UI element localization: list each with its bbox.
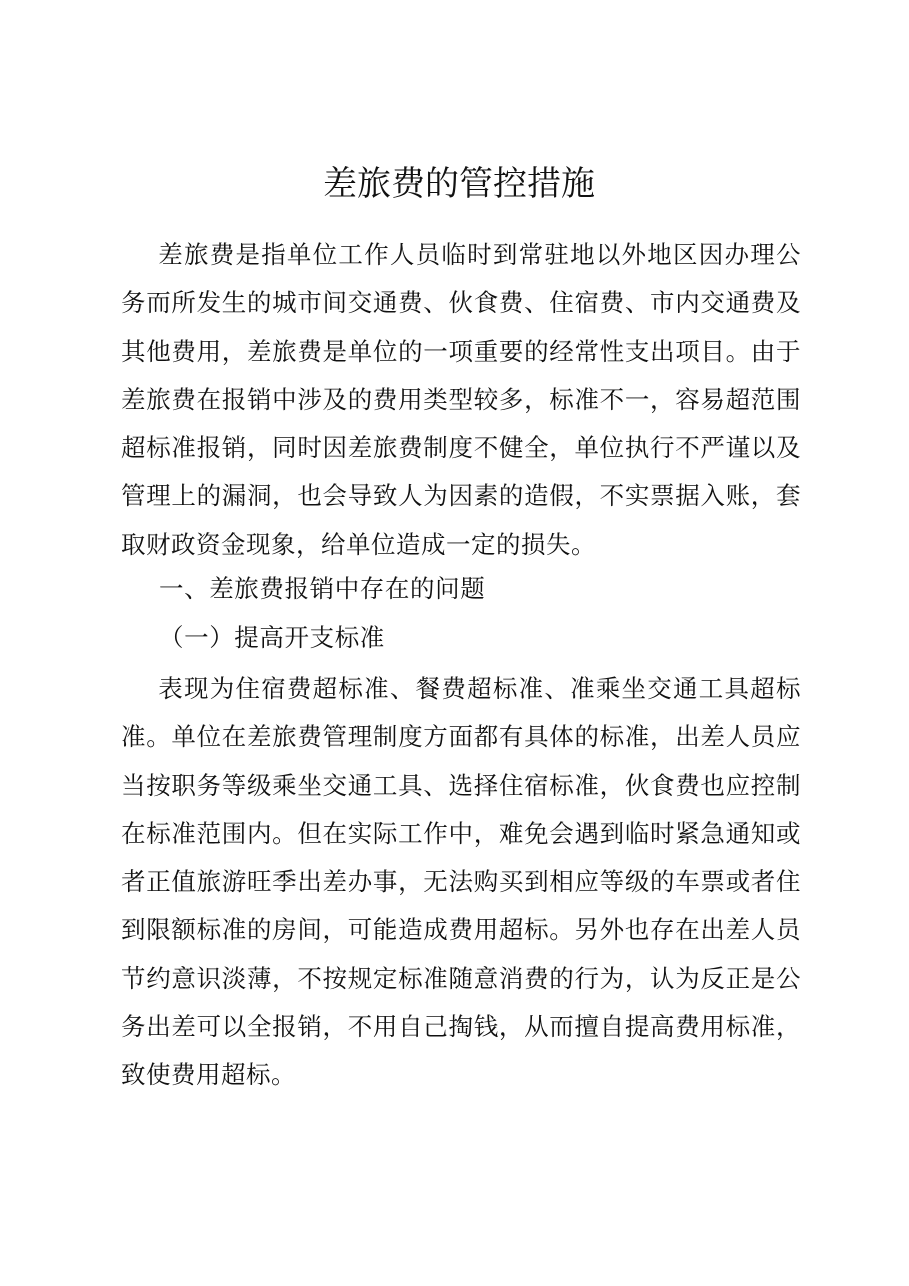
body-paragraph: 表现为住宿费超标准、餐费超标准、准乘坐交通工具超标准。单位在差旅费管理制度方面都有具体的标准，出差人员应当按职务等级乘坐交通工具、选择住宿标准，伙食费也应控制在标准范围内。但在实际工作中，难免会遇到临时紧急通知或者正值旅游旺季出差办事，无法购买到相应等级的车票或者住到限额标准的房间，可能造成费用超标。另外也存在出差人员节约意识淡薄，不按规定标准随意消费的行为，认为反正是公务出差可以全报销，不用自己掏钱，从而擅自提高费用标准，致使费用超标。 xyxy=(121,674,801,1090)
section-heading: 一、差旅费报销中存在的问题 xyxy=(159,574,486,603)
intro-paragraph: 差旅费是指单位工作人员临时到常驻地以外地区因办理公务而所发生的城市间交通费、伙食费、住宿费、市内交通费及其他费用，差旅费是单位的一项重要的经常性支出项目。由于差旅费在报销中涉及的费用类型较多，标准不一，容易超范围超标准报销，同时因差旅费制度不健全，单位执行不严谨以及管理上的漏洞，也会导致人为因素的造假，不实票据入账，套取财政资金现象，给单位造成一定的损失。 xyxy=(121,240,801,559)
subsection-heading: （一）提高开支标准 xyxy=(159,623,385,652)
document-title: 差旅费的管控措施 xyxy=(323,164,595,204)
